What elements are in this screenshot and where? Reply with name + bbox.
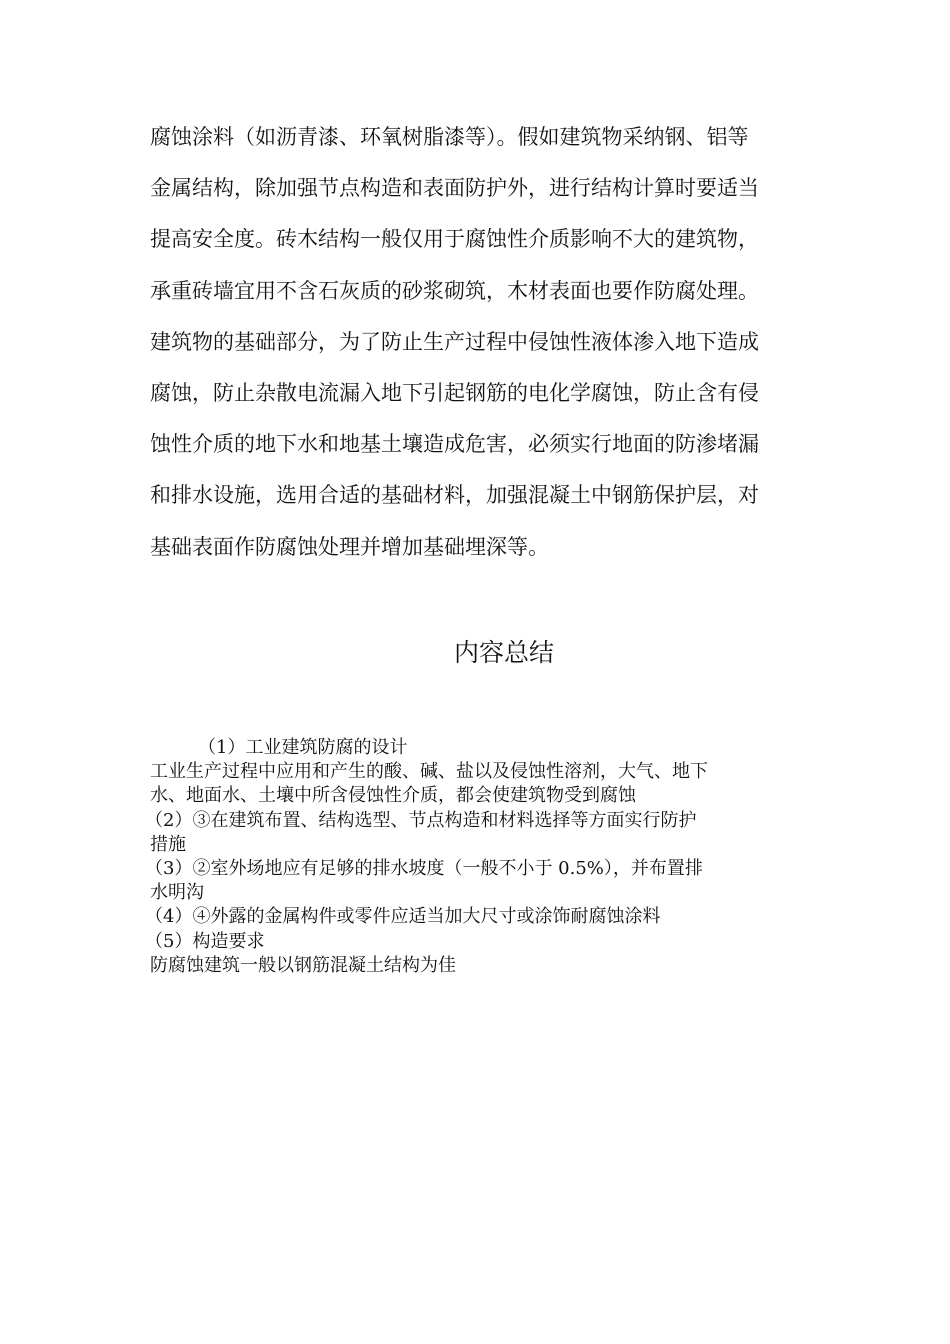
summary-section <box>145 736 810 978</box>
summary-title: 内容总结 <box>453 638 554 667</box>
summary-line: 水、地面水、土壤中所含侵蚀性介质，都会使建筑物受到腐蚀 <box>150 785 636 807</box>
body-line: 提高安全度。砖木结构一般仅用于腐蚀性介质影响不大的建筑物， <box>150 227 759 252</box>
body-line: 蚀性介质的地下水和地基土壤造成危害，必须实行地面的防渗堵漏 <box>150 432 759 457</box>
body-line: 基础表面作防腐蚀处理并增加基础埋深等。 <box>150 534 549 559</box>
summary-item-5: （5）构造要求 <box>145 930 265 952</box>
body-paragraph <box>150 116 810 577</box>
body-line: 承重砖墙宜用不含石灰质的砂浆砌筑，木材表面也要作防腐处理。 <box>150 278 759 303</box>
summary-line: 措施 <box>150 833 186 855</box>
summary-item-4: （4）④外露的金属构件或零件应适当加大尺寸或涂饰耐腐蚀涂料 <box>145 906 661 928</box>
summary-item-2: （2）③在建筑布置、结构选型、节点构造和材料选择等方面实行防护 <box>145 809 697 831</box>
summary-item-3: （3）②室外场地应有足够的排水坡度（一般不小于 0.5%），并布置排 <box>145 857 703 879</box>
body-line: 和排水设施，选用合适的基础材料，加强混凝土中钢筋保护层，对 <box>150 483 759 508</box>
summary-line: 工业生产过程中应用和产生的酸、碱、盐以及侵蚀性溶剂，大气、地下 <box>150 761 708 783</box>
body-line: 金属结构，除加强节点构造和表面防护外，进行结构计算时要适当 <box>150 176 759 201</box>
body-line: 腐蚀涂料（如沥青漆、环氧树脂漆等）。假如建筑物采纳钢、铝等 <box>150 125 749 149</box>
body-line: 腐蚀，防止杂散电流漏入地下引起钢筋的电化学腐蚀，防止含有侵 <box>150 380 759 405</box>
summary-line: 防腐蚀建筑一般以钢筋混凝土结构为佳 <box>150 954 456 976</box>
body-line: 建筑物的基础部分，为了防止生产过程中侵蚀性液体渗入地下造成 <box>150 329 759 354</box>
summary-line: 水明沟 <box>150 882 204 904</box>
summary-heading-1: （1）工业建筑防腐的设计 <box>198 737 408 758</box>
